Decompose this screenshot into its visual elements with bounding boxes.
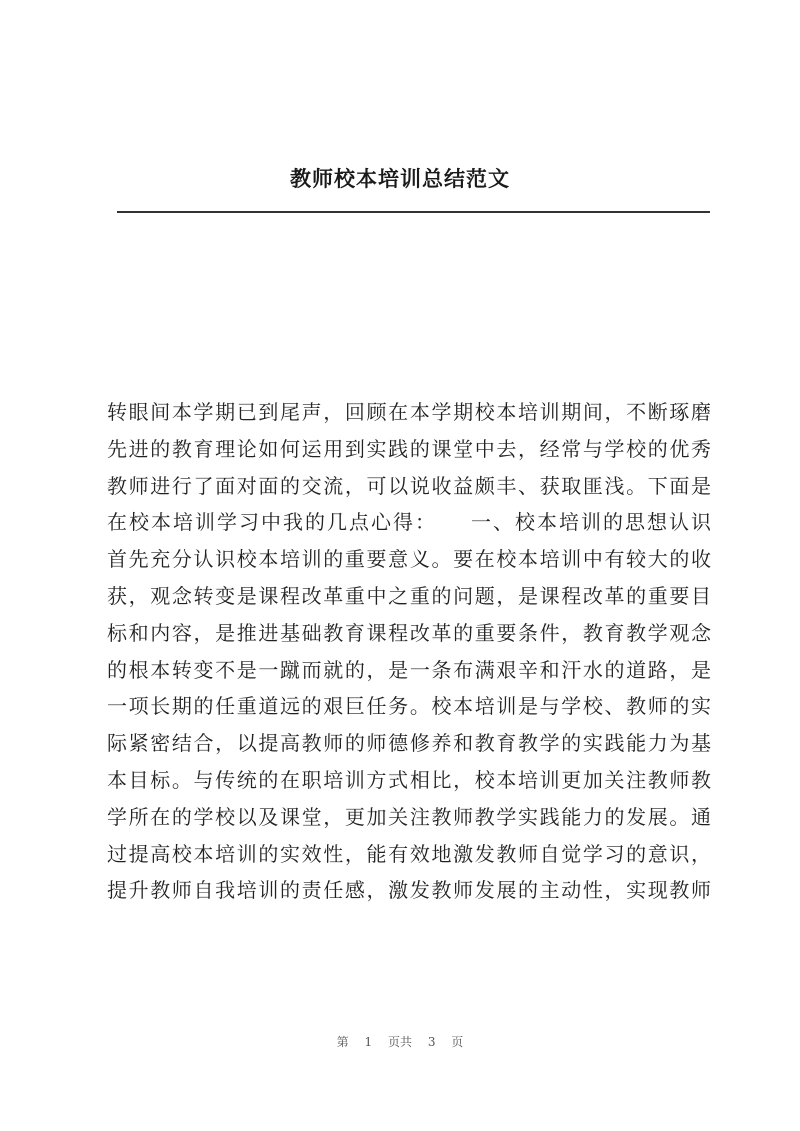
footer-middle: 页共 xyxy=(387,1035,412,1049)
footer-suffix: 页 xyxy=(451,1035,464,1049)
title-divider xyxy=(117,211,710,213)
document-title: 教师校本培训总结范文 xyxy=(290,167,510,191)
body-line: 学所在的学校以及课堂，更加关注教师教学实践能力的发展。通 xyxy=(107,804,711,829)
body-line: 际紧密结合，以提高教师的师德修养和教育教学的实践能力为基 xyxy=(107,731,711,756)
body-line: 提升教师自我培训的责任感，激发教师发展的主动性，实现教师 xyxy=(107,878,711,903)
page-footer xyxy=(0,1033,800,1050)
current-page-number: 1 xyxy=(364,1035,373,1049)
body-line: 的根本转变不是一蹴而就的，是一条布满艰辛和汗水的道路，是 xyxy=(107,657,711,682)
footer-prefix: 第 xyxy=(336,1035,349,1049)
body-line: 在校本培训学习中我的几点心得： 一、校本培训的思想认识 xyxy=(107,510,711,535)
body-line: 获，观念转变是课程改革重中之重的问题，是课程改革的重要目 xyxy=(107,583,711,608)
total-pages-number: 3 xyxy=(427,1035,436,1049)
body-line: 先进的教育理论如何运用到实践的课堂中去，经常与学校的优秀 xyxy=(107,436,711,461)
body-line: 本目标。与传统的在职培训方式相比，校本培训更加关注教师教 xyxy=(107,767,711,792)
body-line: 标和内容，是推进基础教育课程改革的重要条件，教育教学观念 xyxy=(107,620,711,645)
body-line: 首先充分认识校本培训的重要意义。要在校本培训中有较大的收 xyxy=(107,547,711,572)
body-line: 教师进行了面对面的交流，可以说收益颇丰、获取匪浅。下面是 xyxy=(107,473,711,498)
body-line: 一项长期的任重道远的艰巨任务。校本培训是与学校、教师的实 xyxy=(107,694,711,719)
body-paragraph xyxy=(107,394,711,909)
body-line: 过提高校本培训的实效性，能有效地激发教师自觉学习的意识， xyxy=(107,841,711,866)
body-line: 转眼间本学期已到尾声，回顾在本学期校本培训期间，不断琢磨 xyxy=(107,400,711,424)
